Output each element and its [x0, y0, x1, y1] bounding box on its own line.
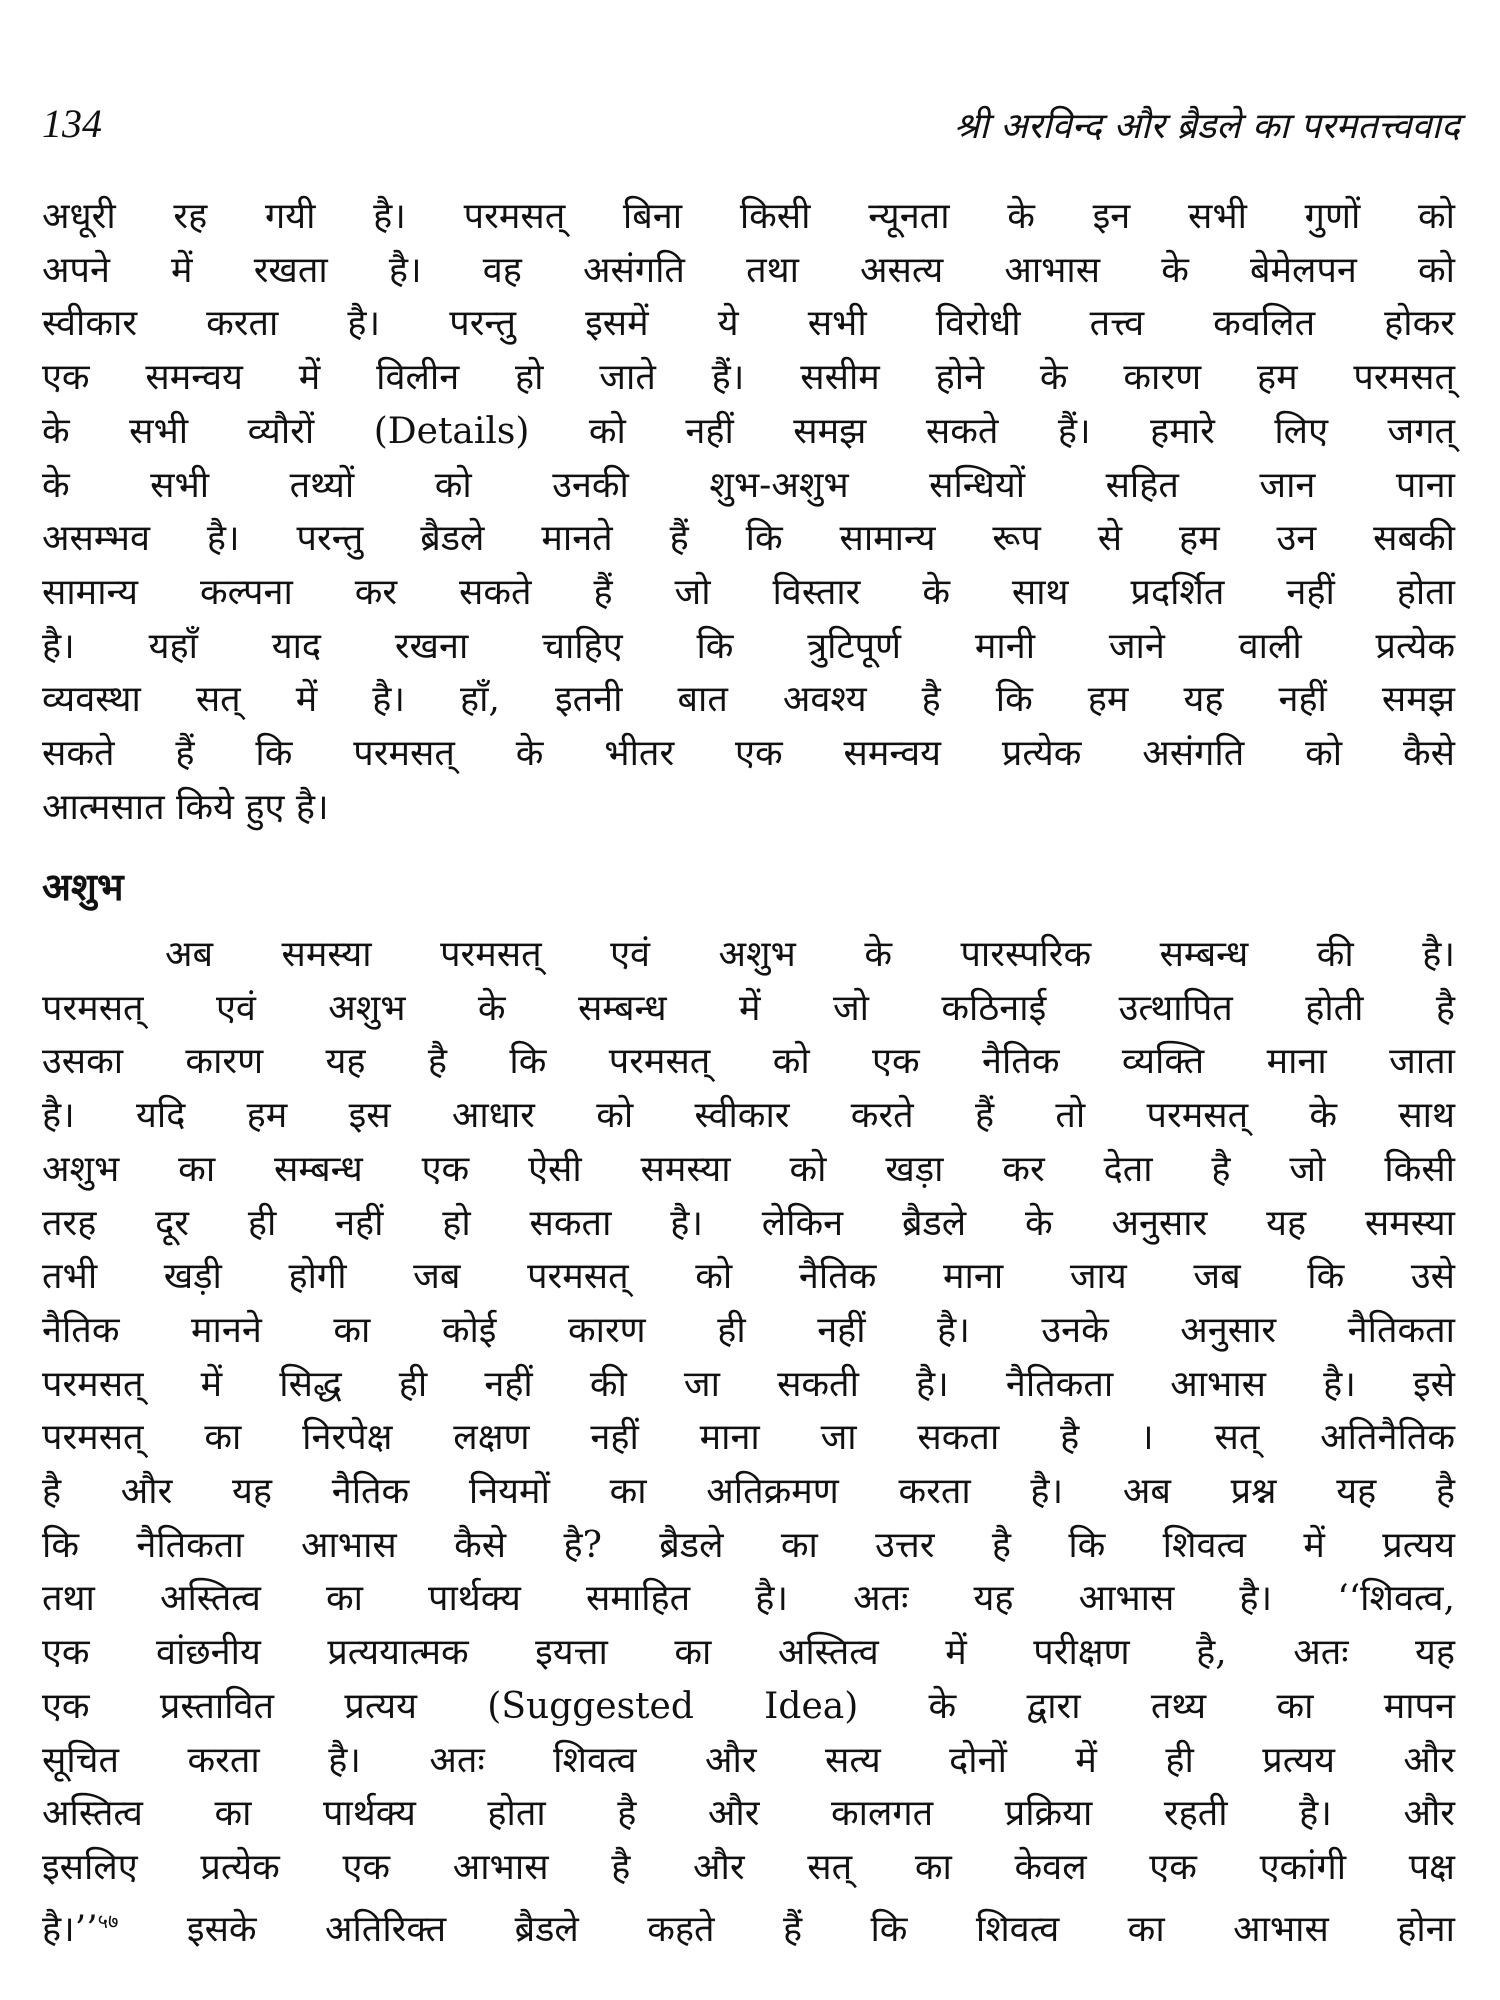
text-line: सामान्य कल्पना कर सकते हैं जो विस्तार के साथ प्रदर्शित नहीं होता — [42, 571, 1455, 613]
text-line: कि नैतिकता आभास कैसे है? ब्रैडले का उत्तर है कि शिवत्व में प्रत्यय — [42, 1524, 1455, 1566]
paragraph-evil — [42, 928, 1455, 1956]
text-line: अस्तित्व का पार्थक्य होता है और कालगत प्रक्रिया रहती है। और — [42, 1793, 1455, 1835]
text-line: उसका कारण यह है कि परमसत् को एक नैतिक व्यक्ति माना जाता — [42, 1041, 1455, 1083]
page-number: 134 — [42, 101, 102, 146]
running-head: श्री अरविन्द और ब्रैडले का परमतत्त्ववाद — [953, 106, 1460, 147]
text-line: तभी खड़ी होगी जब परमसत् को नैतिक माना जाय जब कि उसे — [42, 1256, 1455, 1298]
text-line: तथा अस्तित्व का पार्थक्य समाहित है। अतः यह आभास है। ‘‘शिवत्व, — [42, 1578, 1455, 1620]
text-line: सकते हैं कि परमसत् के भीतर एक समन्वय प्रत्येक असंगति को कैसे — [42, 733, 1455, 775]
line-prefix: है।’’ — [42, 1908, 98, 1950]
text-line: तरह दूर ही नहीं हो सकता है। लेकिन ब्रैडले के अनुसार यह समस्या — [42, 1202, 1455, 1244]
text-line: एक वांछनीय प्रत्ययात्मक इयत्ता का अस्तित्व में परीक्षण है, अतः यह — [42, 1632, 1455, 1674]
footnote-marker[interactable]: ५७ — [97, 1908, 119, 1933]
text-line: व्यवस्था सत् में है। हाँ, इतनी बात अवश्य है कि हम यह नहीं समझ — [42, 679, 1455, 721]
text-line: नैतिक मानने का कोई कारण ही नहीं है। उनके अनुसार नैतिकता — [42, 1309, 1455, 1351]
text-line: अशुभ का सम्बन्ध एक ऐसी समस्या को खड़ा कर देता है जो किसी — [42, 1148, 1455, 1190]
text-line: है। यदि हम इस आधार को स्वीकार करते हैं तो परमसत् के साथ — [42, 1095, 1455, 1137]
line-suffix: इसके अतिरिक्त ब्रैडले कहते हैं कि शिवत्व का आभास होना — [118, 1908, 1455, 1950]
text-line: परमसत् एवं अशुभ के सम्बन्ध में जो कठिनाई उत्थापित होती है — [42, 987, 1455, 1029]
text-line: आत्मसात किये हुए है। — [42, 786, 329, 828]
text-line-with-footnote — [42, 1895, 1455, 1957]
text-line: अपने में रखता है। वह असंगति तथा असत्य आभास के बेमेलपन को — [42, 249, 1455, 291]
text-line: एक समन्वय में विलीन हो जाते हैं। ससीम होने के कारण हम परमसत् — [42, 357, 1455, 399]
text-line: के सभी व्यौरों (Details) को नहीं समझ सकते हैं। हमारे लिए जगत् — [42, 410, 1455, 452]
text-line: के सभी तथ्यों को उनकी शुभ-अशुभ सन्धियों सहित जान पाना — [42, 464, 1455, 506]
text-line: इसलिए प्रत्येक एक आभास है और सत् का केवल एक एकांगी पक्ष — [42, 1846, 1455, 1888]
page-header — [42, 100, 1460, 150]
text-line: सूचित करता है। अतः शिवत्व और सत्य दोनों में ही प्रत्यय और — [42, 1739, 1455, 1781]
text-line: अधूरी रह गयी है। परमसत् बिना किसी न्यूनता के इन सभी गुणों को — [42, 196, 1455, 237]
text-line: है और यह नैतिक नियमों का अतिक्रमण करता है। अब प्रश्न यह है — [42, 1471, 1455, 1513]
text-line: है। यहाँ याद रखना चाहिए कि त्रुटिपूर्ण मानी जाने वाली प्रत्येक — [42, 625, 1455, 667]
text-line: परमसत् का निरपेक्ष लक्षण नहीं माना जा सकता है । सत् अतिनैतिक — [42, 1417, 1455, 1459]
paragraph-continued — [42, 190, 1455, 834]
text-line: परमसत् में सिद्ध ही नहीं की जा सकती है। नैतिकता आभास है। इसे — [42, 1363, 1455, 1405]
text-line: एक प्रस्तावित प्रत्यय (Suggested Idea) के द्वारा तथ्य का मापन — [42, 1685, 1455, 1727]
text-line: स्वीकार करता है। परन्तु इसमें ये सभी विरोधी तत्त्व कवलित होकर — [42, 303, 1455, 345]
section-heading: अशुभ — [42, 864, 124, 909]
text-line: असम्भव है। परन्तु ब्रैडले मानते हैं कि सामान्य रूप से हम उन सबकी — [42, 518, 1455, 560]
text-line: अब समस्या परमसत् एवं अशुभ के पारस्परिक सम्बन्ध की है। — [165, 934, 1455, 975]
